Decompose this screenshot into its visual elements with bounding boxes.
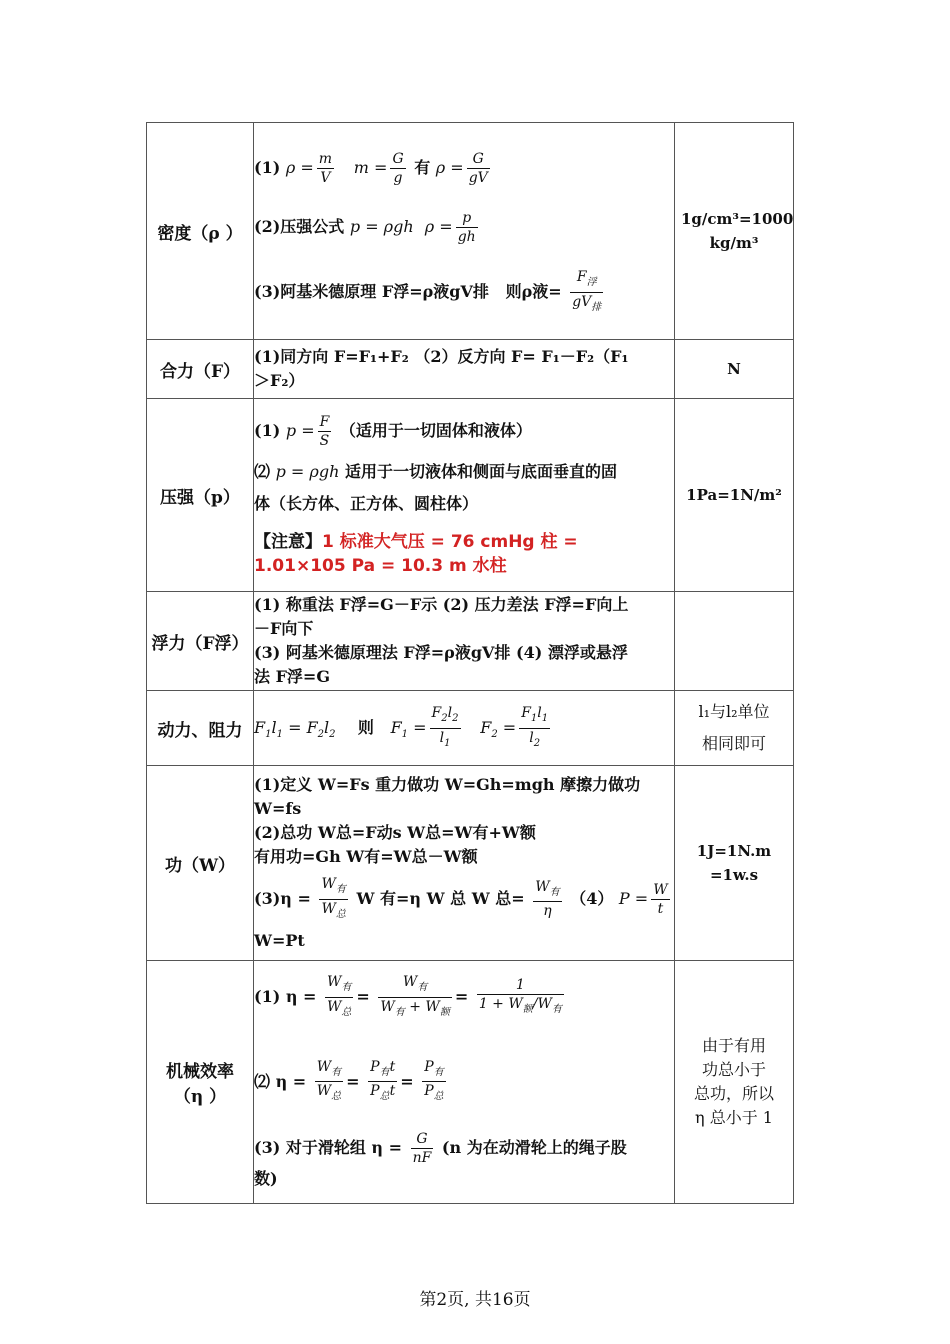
unit-density: 1g/cm³=1000 kg/m³ <box>675 123 794 340</box>
row-name-resultant-force: 合力（F） <box>147 340 254 399</box>
formula-cell-efficiency: (1) η = $W_有$ $W_总$ = $W_有$ $W_有 + W_额$ = 1 $1 + W_额/W_有$ ⑵ η = $W_有$ $W_总$ = $P_有t$ $P_总t$ = $P_有$ $P_总$ (3) 对于滑轮组 η = $\frac{G}{nF}$ (n 为在动滑轮上的绳子股 数) <box>254 961 675 1204</box>
row-name-buoyancy: 浮力（F浮） <box>147 592 254 691</box>
physics-formula-table <box>146 122 794 1204</box>
table-row <box>147 340 794 399</box>
table-row <box>147 123 794 340</box>
row-name-work: 功（W） <box>147 766 254 961</box>
row-name-efficiency: 机械效率 （η ） <box>147 961 254 1204</box>
unit-lever: l₁与l₂单位 相同即可 <box>675 691 794 766</box>
unit-efficiency: 由于有用 功总小于 总功，所以 η 总小于 1 <box>675 961 794 1204</box>
formula-cell-work: (1)定义 W=Fs 重力做功 W=Gh=mgh 摩擦力做功 W=fs (2)总功 W总=F动s W总=W有+W额 有用功=Gh W有=W总－W额 (3)η = $W_有$ $W_总$ W 有=η W 总 W 总= $W_有$ η （4） P = $\frac{W}{t}$ W=Pt <box>254 766 675 961</box>
formula-cell-pressure: (1) p = $\frac{F}{S}$ （适用于一切固体和液体） ⑵ p = ρgh 适用于一切液体和侧面与底面垂直的固 体（长方体、正方体、圆柱体） 【注意】1 标准大气压 = 76 cmHg 柱 = 1.01×105 Pa = 10.3 m 水柱 <box>254 399 675 592</box>
unit-pressure: 1Pa=1N/m² <box>675 399 794 592</box>
table-row <box>147 961 794 1204</box>
formula-cell-resultant-force: (1)同方向 F=F₁+F₂ （2）反方向 F= F₁－F₂（F₁ ＞F₂） <box>254 340 675 399</box>
unit-buoyancy <box>675 592 794 691</box>
table-row <box>147 766 794 961</box>
formula-cell-density: (1) ρ = $\frac{m}{V}$ m = $\frac{G}{g}$ 有 ρ = $\frac{G}{gV}$ (2)压强公式 p = ρgh ρ = $\frac{p}{gh}$ (3)阿基米德原理 F浮=ρ液gV排 则ρ液= $F_浮$ $gV_排$ <box>254 123 675 340</box>
table-row <box>147 399 794 592</box>
table-row <box>147 592 794 691</box>
unit-resultant-force: N <box>675 340 794 399</box>
row-name-pressure: 压强（p） <box>147 399 254 592</box>
table-row <box>147 691 794 766</box>
row-name-density: 密度（ρ ） <box>147 123 254 340</box>
formula-cell-buoyancy: (1) 称重法 F浮=G－F示 (2) 压力差法 F浮=F向上 －F向下 (3) 阿基米德原理法 F浮=ρ液gV排 (4) 漂浮或悬浮 法 F浮=G <box>254 592 675 691</box>
page-footer: 第2页, 共16页 <box>419 1290 531 1310</box>
formula-cell-lever: $F_1l_1 = F_2l_2$ 则 $F_1$ = $\frac{F_2l_2}{l_1}$ $F_2$ = $\frac{F_1l_1}{l_2}$ <box>254 691 675 766</box>
row-name-lever: 动力、阻力 <box>147 691 254 766</box>
unit-work: 1J=1N.m =1w.s <box>675 766 794 961</box>
